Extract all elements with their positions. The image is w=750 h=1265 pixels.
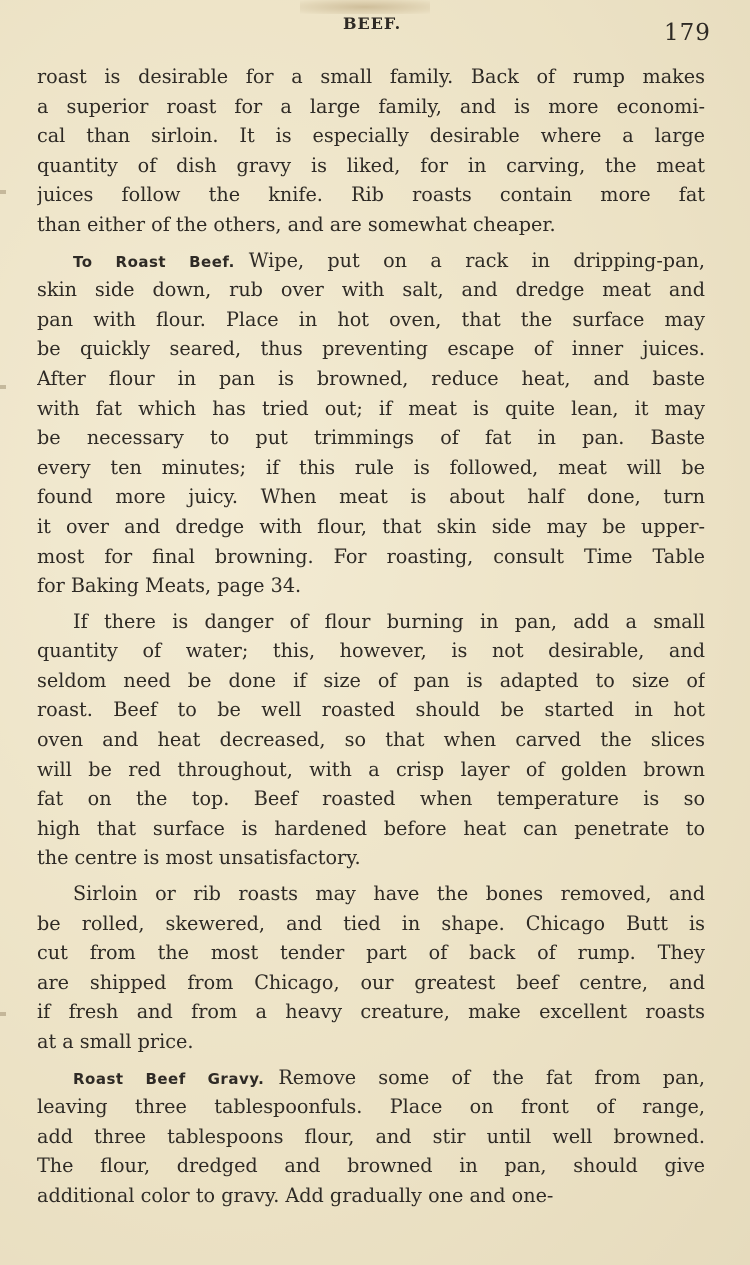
text-line	[37, 607, 705, 637]
text-line	[37, 1181, 705, 1211]
text-line	[37, 695, 705, 725]
text-line	[37, 246, 705, 276]
text-line	[37, 1122, 705, 1152]
line-text: Wipe, put on a rack in dripping-pan,	[248, 248, 705, 272]
line-text: most for final browning. For roasting, consult Time Table	[37, 544, 705, 568]
text-line	[37, 784, 705, 814]
text-line	[37, 394, 705, 424]
line-text: Remove some of the fat from pan,	[278, 1065, 705, 1089]
text-line	[37, 814, 705, 844]
text-line	[37, 62, 705, 92]
section-subhead: To Roast Beef.	[73, 252, 235, 271]
line-text: if fresh and from a heavy creature, make excellent roasts	[37, 1000, 705, 1024]
text-line	[37, 305, 705, 335]
line-text: Sirloin or rib roasts may have the bones removed, and	[73, 882, 705, 906]
paragraph	[37, 62, 705, 240]
text-line	[37, 725, 705, 755]
body-text	[37, 62, 705, 1217]
running-head: BEEF.	[343, 14, 402, 33]
text-line	[37, 571, 705, 601]
edge-mark	[0, 385, 6, 389]
line-text: The flour, dredged and browned in pan, should give	[37, 1154, 705, 1178]
text-line	[37, 180, 705, 210]
line-text: are shipped from Chicago, our greatest beef centre, and	[37, 970, 705, 994]
line-text: juices follow the knife. Rib roasts contain more fat	[37, 183, 705, 207]
line-text: quantity of water; this, however, is not desirable, and	[37, 639, 705, 663]
text-line	[37, 968, 705, 998]
line-text: every ten minutes; if this rule is followed, meat will be	[37, 455, 705, 479]
paragraph	[37, 879, 705, 1057]
text-line	[37, 843, 705, 873]
text-line	[37, 666, 705, 696]
text-line	[37, 909, 705, 939]
paragraph	[37, 246, 705, 601]
line-text: be necessary to put trimmings of fat in pan. Baste	[37, 426, 705, 450]
text-line	[37, 364, 705, 394]
line-text: for Baking Meats, page 34.	[37, 574, 302, 598]
line-text: skin side down, rub over with salt, and dredge meat and	[37, 278, 705, 302]
text-line	[37, 1063, 705, 1093]
page-header	[0, 8, 750, 48]
line-text: leaving three tablespoonfuls. Place on front of range,	[37, 1095, 705, 1119]
text-line	[37, 997, 705, 1027]
page-number: 179	[664, 20, 711, 46]
line-text: will be red throughout, with a crisp layer of golden brown	[37, 757, 705, 781]
text-line	[37, 636, 705, 666]
paragraph	[37, 1063, 705, 1211]
text-line	[37, 938, 705, 968]
line-text: roast is desirable for a small family. Back of rump makes	[37, 65, 705, 88]
text-line	[37, 423, 705, 453]
text-line	[37, 1027, 705, 1057]
line-text: additional color to gravy. Add gradually one and one-	[37, 1183, 554, 1207]
text-line	[37, 542, 705, 572]
text-line	[37, 92, 705, 122]
line-text: the centre is most unsatisfactory.	[37, 846, 361, 870]
line-text: be quickly seared, thus preventing escape of inner juices.	[37, 337, 705, 361]
line-text: If there is danger of flour burning in pan, add a small	[73, 609, 705, 633]
edge-mark	[0, 190, 6, 194]
paragraph	[37, 607, 705, 873]
line-text: fat on the top. Beef roasted when temperature is so	[37, 787, 705, 811]
text-line	[37, 879, 705, 909]
text-line	[37, 482, 705, 512]
text-line	[37, 334, 705, 364]
text-line	[37, 151, 705, 181]
section-subhead: Roast Beef Gravy.	[73, 1069, 265, 1088]
line-text: cut from the most tender part of back of rump. They	[37, 941, 705, 965]
line-text: with fat which has tried out; if meat is quite lean, it may	[37, 396, 705, 420]
line-text: found more juicy. When meat is about half done, turn	[37, 485, 705, 509]
text-line	[37, 1092, 705, 1122]
text-line	[37, 121, 705, 151]
text-line	[37, 210, 705, 240]
line-text: pan with flour. Place in hot oven, that the surface may	[37, 307, 705, 331]
line-text: it over and dredge with flour, that skin side may be upper-	[37, 514, 705, 538]
line-text: be rolled, skewered, and tied in shape. Chicago Butt is	[37, 911, 705, 935]
line-text: than either of the others, and are somewhat cheaper.	[37, 212, 556, 236]
line-text: oven and heat decreased, so that when carved the slices	[37, 728, 705, 752]
line-text: quantity of dish gravy is liked, for in carving, the meat	[37, 153, 705, 177]
text-line	[37, 1151, 705, 1181]
text-line	[37, 512, 705, 542]
text-line	[37, 275, 705, 305]
line-text: seldom need be done if size of pan is adapted to size of	[37, 668, 705, 692]
text-line	[37, 755, 705, 785]
line-text: add three tablespoons flour, and stir until well browned.	[37, 1124, 705, 1148]
line-text: roast. Beef to be well roasted should be started in hot	[37, 698, 705, 722]
line-text: high that surface is hardened before heat can penetrate to	[37, 816, 705, 840]
line-text: at a small price.	[37, 1030, 194, 1053]
line-text: cal than sirloin. It is especially desirable where a large	[37, 124, 705, 148]
text-line	[37, 453, 705, 483]
line-text: a superior roast for a large family, and is more economi-	[37, 94, 705, 118]
edge-mark	[0, 1012, 6, 1016]
line-text: After flour in pan is browned, reduce heat, and baste	[37, 366, 705, 390]
